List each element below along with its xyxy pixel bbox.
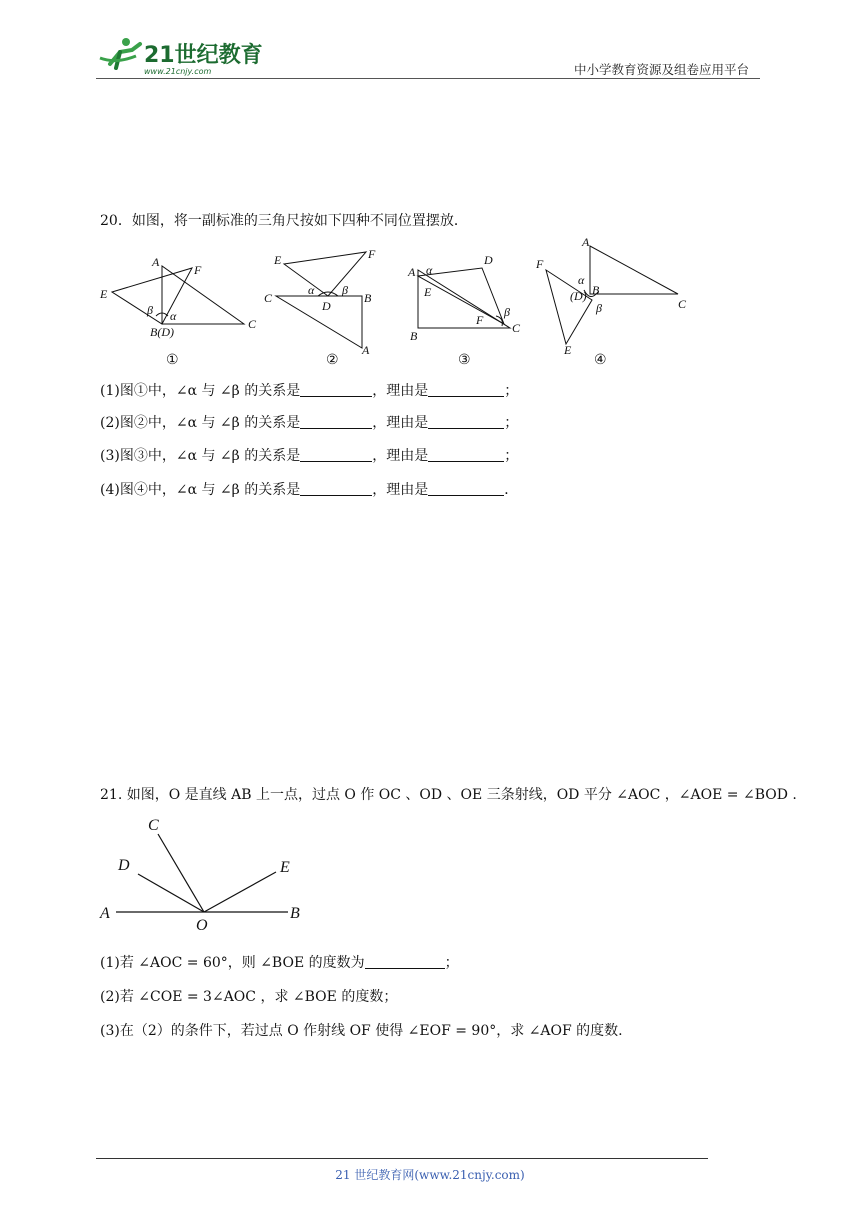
q20-part3: (3)图③中，∠α 与 ∠β 的关系是 ，理由是 ； — [100, 448, 519, 464]
svg-text:②: ② — [326, 353, 339, 368]
svg-text:B(D): B(D) — [150, 325, 174, 339]
svg-text:β: β — [596, 301, 602, 315]
svg-text:E: E — [274, 253, 282, 267]
svg-text:β: β — [504, 305, 510, 319]
footer-link[interactable]: 21 世纪教育网(www.21cnjy.com) — [335, 1168, 525, 1182]
svg-text:A: A — [408, 265, 416, 279]
answer-blank[interactable] — [300, 481, 372, 496]
q20-figures — [92, 236, 702, 376]
q21-title: 21. 如图，O 是直线 AB 上一点，过点 O 作 OC 、OD 、OE 三条射线，OD 平分 ∠AOC ，∠AOE = ∠BOD . — [100, 787, 797, 803]
svg-text:α: α — [426, 263, 433, 277]
svg-text:www.21cnjy.com: www.21cnjy.com — [144, 67, 212, 76]
figure-4 — [546, 246, 678, 344]
q21-part3: (3)在（2）的条件下，若过点 O 作射线 OF 使得 ∠EOF = 90°，求 ∠AOF 的度数. — [100, 1023, 623, 1039]
footer-divider — [96, 1158, 708, 1159]
svg-text:α: α — [170, 309, 177, 323]
svg-text:D: D — [322, 299, 331, 313]
svg-text:B: B — [364, 291, 372, 305]
answer-blank[interactable] — [300, 414, 372, 429]
svg-text:A: A — [582, 236, 590, 249]
svg-text:A: A — [362, 343, 370, 357]
svg-text:F: F — [476, 313, 484, 327]
figure-1 — [112, 266, 244, 324]
svg-text:C: C — [148, 817, 159, 834]
svg-text:C: C — [678, 297, 687, 311]
svg-text:B: B — [410, 329, 418, 343]
figure-3 — [418, 268, 510, 328]
svg-text:B: B — [290, 905, 300, 922]
svg-text:F: F — [368, 247, 376, 261]
answer-blank[interactable] — [300, 447, 372, 462]
svg-text:β: β — [342, 283, 348, 297]
runner-icon — [100, 38, 140, 68]
svg-text:③: ③ — [458, 353, 471, 368]
svg-text:D: D — [484, 253, 493, 267]
svg-text:F: F — [194, 263, 202, 277]
svg-text:A: A — [152, 255, 160, 269]
svg-text:β: β — [147, 303, 153, 317]
svg-text:D: D — [118, 857, 130, 874]
svg-text:①: ① — [166, 353, 179, 368]
svg-text:E: E — [100, 287, 108, 301]
q20-part2: (2)图②中，∠α 与 ∠β 的关系是 ，理由是 ； — [100, 415, 519, 431]
svg-text:A: A — [100, 905, 110, 922]
svg-text:E: E — [280, 859, 290, 876]
svg-text:C: C — [512, 321, 521, 335]
q20-part4: (4)图④中，∠α 与 ∠β 的关系是 ，理由是 ． — [100, 482, 519, 498]
svg-text:α: α — [578, 273, 585, 287]
answer-blank[interactable] — [428, 414, 504, 429]
header-tagline: 中小学教育资源及组卷应用平台 — [574, 62, 750, 77]
q21-figure — [92, 812, 322, 936]
site-logo — [96, 34, 266, 78]
answer-blank[interactable] — [428, 382, 504, 397]
q21-part2: (2)若 ∠COE = 3∠AOC ，求 ∠BOE 的度数； — [100, 989, 398, 1005]
answer-blank[interactable] — [300, 382, 372, 397]
svg-text:α: α — [308, 283, 315, 297]
q21-part1: (1)若 ∠AOC = 60°，则 ∠BOE 的度数为 ； — [100, 955, 459, 971]
figure-2 — [276, 252, 366, 348]
q20-part1: (1)图①中，∠α 与 ∠β 的关系是 ，理由是 ； — [100, 383, 519, 399]
svg-text:E: E — [424, 285, 432, 299]
header-divider — [96, 78, 760, 79]
q20-title: 20．如图，将一副标准的三角尺按如下四种不同位置摆放． — [100, 213, 468, 229]
svg-text:E: E — [564, 343, 572, 357]
svg-text:④: ④ — [594, 353, 607, 368]
answer-blank[interactable] — [428, 481, 504, 496]
svg-text:F: F — [536, 257, 544, 271]
svg-text:O: O — [196, 917, 208, 932]
svg-text:C: C — [248, 317, 257, 331]
answer-blank[interactable] — [428, 447, 504, 462]
svg-text:21世纪教育: 21世纪教育 — [144, 43, 263, 68]
svg-text:B: B — [592, 283, 600, 297]
svg-text:C: C — [264, 291, 273, 305]
answer-blank[interactable] — [365, 954, 445, 969]
svg-text:(D): (D) — [570, 289, 587, 303]
